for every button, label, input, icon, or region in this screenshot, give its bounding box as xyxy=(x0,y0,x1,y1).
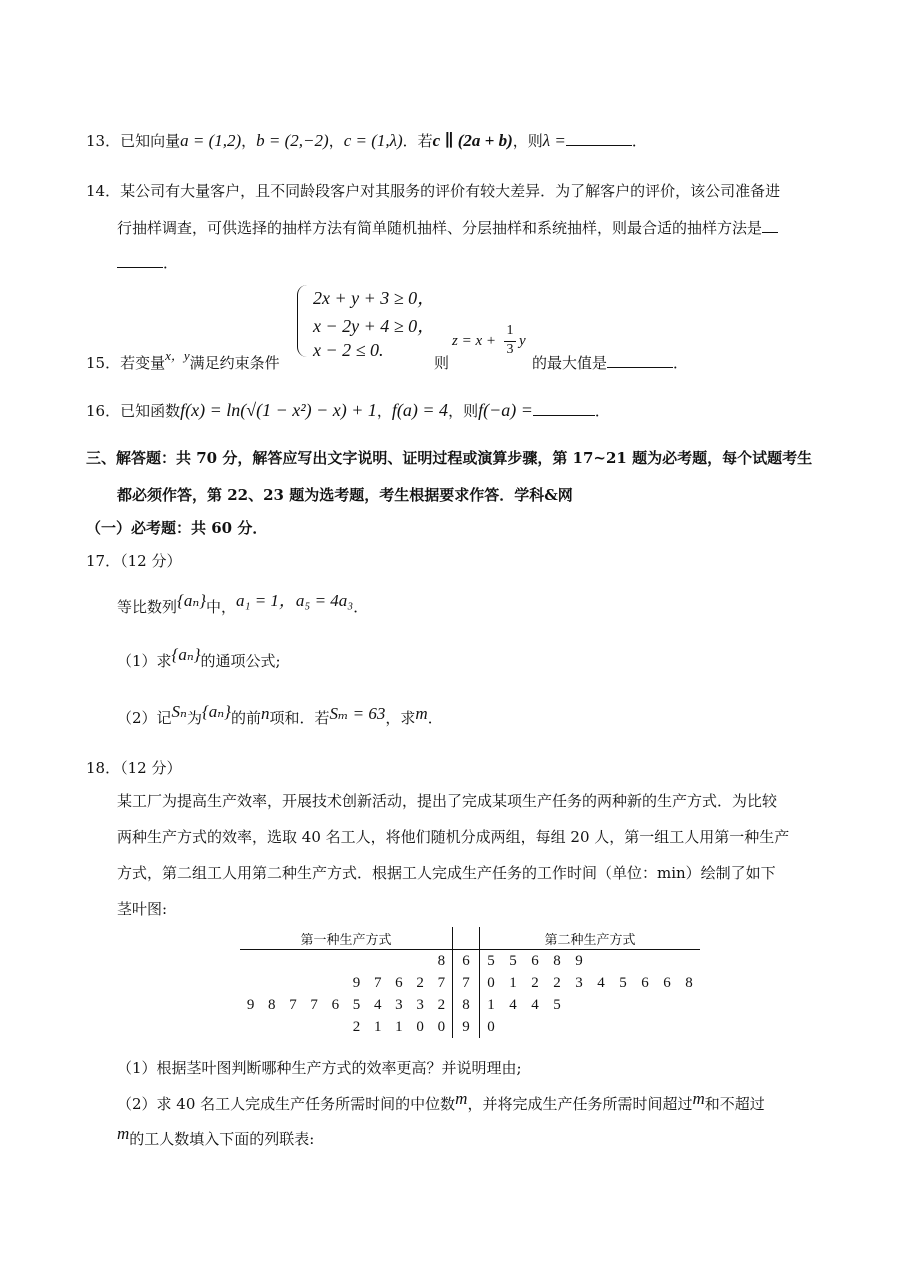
q16-answer-blank[interactable] xyxy=(533,401,595,416)
right-leaf xyxy=(634,1016,656,1038)
q17-part-2 xyxy=(117,702,443,728)
stem-leaf-row xyxy=(240,1016,700,1038)
q18-p2-text-a: （2）求 40 名工人完成生产任务所需时间的中位数 xyxy=(117,1095,456,1113)
q17-part-1 xyxy=(117,645,281,671)
right-leaf: 2 xyxy=(531,974,539,991)
left-leaf: 7 xyxy=(373,974,382,991)
q13 xyxy=(86,130,647,151)
q18-line-2: 两种生产方式的效率，选取 40 名工人，将他们随机分成两组，每组 20 人，第一组工人用第一种生产 xyxy=(117,828,790,846)
q16-end: ． xyxy=(594,402,610,420)
left-leaf xyxy=(388,950,409,973)
right-leaf xyxy=(678,1016,700,1038)
left-leaf: 0 xyxy=(416,1018,424,1035)
q14-line-2 xyxy=(117,217,778,238)
left-leaf: 9 xyxy=(352,974,361,991)
q17-p1-text-b: 的通项公式; xyxy=(200,652,281,670)
right-leaf xyxy=(590,994,612,1016)
right-leaf: 6 xyxy=(531,952,539,969)
left-leaf xyxy=(304,950,325,973)
left-leaf: 5 xyxy=(352,996,361,1013)
section3-line-2: 都必须作答，第 22、23 题为选考题，考生根据要求作答．学科&网 xyxy=(117,486,573,504)
right-leaf xyxy=(634,950,656,973)
right-leaf xyxy=(678,994,700,1016)
q18-part-1: （1）根据茎叶图判断哪种生产方式的效率更高？并说明理由; xyxy=(117,1059,522,1077)
left-leaf xyxy=(325,1016,346,1038)
q16 xyxy=(86,400,610,421)
stem-value: 7 xyxy=(453,972,480,994)
q15-constraint-1: 2x + y + 3 ≥ 0， xyxy=(313,288,436,308)
right-leaf xyxy=(568,994,590,1016)
right-leaf: 3 xyxy=(575,974,583,991)
left-leaf: 1 xyxy=(373,1018,382,1035)
left-leaf xyxy=(325,972,346,994)
right-leaf: 5 xyxy=(487,952,495,969)
q13-comma-1: ， xyxy=(241,132,257,150)
q17-seq: {aₙ} xyxy=(177,591,207,610)
stem-leaf-row xyxy=(240,972,700,994)
right-leaf xyxy=(568,1016,590,1038)
stem-leaf-header xyxy=(240,927,700,950)
right-leaf xyxy=(612,994,634,1016)
left-leaf: 8 xyxy=(268,996,276,1013)
q15-vars: x，y xyxy=(165,348,190,363)
left-leaf: 7 xyxy=(289,996,297,1013)
q18-p2-text-b: ，并将完成生产任务所需时间超过 xyxy=(467,1095,693,1113)
right-leaf: 8 xyxy=(553,952,561,969)
right-leaf: 5 xyxy=(553,996,561,1013)
stem-value: 8 xyxy=(453,994,480,1016)
left-leaf: 7 xyxy=(310,996,318,1013)
section3-subheading: （一）必考题：共 60 分． xyxy=(86,519,268,537)
q16-comma: ， xyxy=(376,402,392,420)
stem-value: 9 xyxy=(453,1016,480,1038)
right-leaf: 5 xyxy=(619,974,627,991)
q15-line xyxy=(86,348,280,373)
q14-number: 14． xyxy=(86,182,121,200)
q17-p1-text-a: （1）求 xyxy=(117,652,172,670)
q17-p2-text-d: 项和．若 xyxy=(269,709,330,727)
right-leaf xyxy=(612,950,634,973)
right-leaf: 4 xyxy=(531,996,539,1013)
q14-line-1 xyxy=(86,180,780,201)
left-leaf: 6 xyxy=(331,996,340,1013)
q15-end: ． xyxy=(673,354,689,372)
left-leaf xyxy=(261,1016,282,1038)
q15-answer-blank[interactable] xyxy=(607,353,673,368)
right-leaf: 2 xyxy=(553,974,561,991)
q15-objective: z = x + xyxy=(452,333,496,349)
q15-constraint-2: x − 2y + 4 ≥ 0， xyxy=(313,316,436,336)
left-leaf xyxy=(367,950,388,973)
q13-vector-b: b = (2,−2) xyxy=(256,131,329,150)
left-leaf: 2 xyxy=(437,996,446,1013)
q13-answer-blank[interactable] xyxy=(566,131,632,146)
q18-p2-m: m xyxy=(455,1089,468,1108)
q18-part-2-cont xyxy=(117,1124,315,1149)
q15-text-4: 的最大值是 xyxy=(532,354,608,372)
left-leaf: 6 xyxy=(395,974,403,991)
q17-p2-sn: Sₙ xyxy=(171,702,187,721)
right-leaf xyxy=(524,1016,546,1038)
q16-fa: f(a) = 4 xyxy=(391,400,449,420)
right-leaf xyxy=(590,1016,612,1038)
q13-comma-2: ， xyxy=(328,132,344,150)
q17-p2-text-c: 的前 xyxy=(230,709,261,727)
q15-text-2: 满足约束条件 xyxy=(189,354,280,372)
q17-p2-seq: {aₙ} xyxy=(201,702,231,721)
left-leaf xyxy=(261,950,282,973)
stem-leaf-row xyxy=(240,994,700,1016)
q18-line-3: 方式，第二组工人用第二种生产方式．根据工人完成生产任务的工作时间（单位：min）绘制了如下 xyxy=(117,864,776,882)
left-leaf xyxy=(240,950,261,973)
q16-text-1: 已知函数 xyxy=(120,402,181,420)
q15-number: 15． xyxy=(86,354,121,372)
q17-p2-m: m xyxy=(415,704,428,723)
q13-text-3: ，则 xyxy=(512,132,543,150)
q18-line-1: 某工厂为提高生产效率，开展技术创新活动，提出了完成某项生产任务的两种新的生产方式．为比较 xyxy=(117,792,778,810)
left-leaf: 3 xyxy=(416,996,424,1013)
left-leaf: 1 xyxy=(395,1018,403,1035)
q17-text-3: ． xyxy=(353,598,369,616)
q17-statement xyxy=(117,592,368,617)
q16-text-2: ，则 xyxy=(448,402,479,420)
left-leaf: 2 xyxy=(352,1018,361,1035)
left-leaf: 7 xyxy=(437,974,446,991)
right-leaf xyxy=(678,950,700,973)
left-leaf: 0 xyxy=(437,1018,446,1035)
q17-conditions: a₁ = 1，a₅ = 4a₃ xyxy=(236,591,354,610)
q17-text-2: 中， xyxy=(206,598,237,616)
q13-text-1: 已知向量 xyxy=(120,132,181,150)
q17-p1-seq: {aₙ} xyxy=(171,645,201,664)
right-leaf: 0 xyxy=(487,1018,495,1035)
right-leaf xyxy=(590,950,612,973)
right-leaf xyxy=(502,1016,524,1038)
q15-text-1: 若变量 xyxy=(120,354,166,372)
q13-end: ． xyxy=(631,132,647,150)
q13-vector-a: a = (1,2) xyxy=(180,131,242,150)
right-leaf: 5 xyxy=(509,952,517,969)
right-leaf xyxy=(612,1016,634,1038)
left-leaf xyxy=(325,950,346,973)
q17-p2-text-b: 为 xyxy=(186,709,202,727)
left-leaf: 9 xyxy=(246,996,255,1013)
left-leaf xyxy=(282,1016,303,1038)
q15-constraint-3: x − 2 ≤ 0. xyxy=(313,340,384,360)
q17-heading: 17．（12 分） xyxy=(86,552,182,570)
q18-p2-text-c: 和不超过 xyxy=(704,1095,765,1113)
q16-number: 16． xyxy=(86,402,121,420)
left-leaf xyxy=(261,972,282,994)
right-leaf: 6 xyxy=(663,974,671,991)
q16-f-neg-a: f(−a) = xyxy=(478,400,533,420)
right-leaf: 1 xyxy=(509,974,517,991)
stem-leaf-row xyxy=(240,950,700,973)
right-group-header: 第二种生产方式 xyxy=(544,932,636,948)
q15-brace xyxy=(297,285,308,357)
right-leaf: 1 xyxy=(487,996,495,1013)
q13-number: 13． xyxy=(86,132,121,150)
left-leaf: 3 xyxy=(395,996,403,1013)
q17-p2-n: n xyxy=(260,704,270,723)
q18-heading: 18．（12 分） xyxy=(86,759,182,777)
q18-p3-text: 的工人数填入下面的列联表: xyxy=(129,1130,315,1148)
left-leaf: 8 xyxy=(437,952,446,969)
right-leaf: 9 xyxy=(575,952,583,969)
q14-text-2: 行抽样调查，可供选择的抽样方法有简单随机抽样、分层抽样和系统抽样，则最合适的抽样方法是 xyxy=(117,219,763,237)
stem-header-cell xyxy=(453,927,480,950)
right-leaf: 4 xyxy=(597,974,605,991)
left-leaf xyxy=(282,972,303,994)
left-leaf xyxy=(282,950,303,973)
q13-lambda: λ = xyxy=(542,131,566,150)
right-leaf xyxy=(656,950,678,973)
q15-y: y xyxy=(519,333,526,349)
q18-line-4: 茎叶图: xyxy=(117,900,168,918)
right-leaf: 8 xyxy=(685,974,693,991)
left-leaf: 4 xyxy=(373,996,382,1013)
q17-p2-text-g: ． xyxy=(427,709,443,727)
q15-frac-den: 3 xyxy=(506,342,514,357)
q13-condition: c ∥ (2a + b) xyxy=(432,131,513,150)
q15-then: 则 xyxy=(434,354,450,372)
left-leaf: 2 xyxy=(416,974,424,991)
q17-p2-sm: Sₘ = 63 xyxy=(329,704,386,723)
q14-end: ． xyxy=(163,254,179,272)
q13-vector-c: c = (1,λ) xyxy=(343,131,403,150)
left-leaf xyxy=(346,950,367,973)
q14-answer-blank-b[interactable] xyxy=(117,253,163,268)
q14-answer-blank-a[interactable] xyxy=(762,218,778,233)
q13-text-2: ．若 xyxy=(402,132,433,150)
q15-tail xyxy=(532,352,688,373)
stem-leaf-plot xyxy=(240,927,700,1038)
q17-p2-text-f: ，求 xyxy=(385,709,416,727)
left-leaf xyxy=(304,1016,325,1038)
q18-p2-m2: m xyxy=(692,1089,705,1108)
stem-value: 6 xyxy=(453,950,480,973)
q18-part-2 xyxy=(117,1089,765,1114)
q17-p2-text-a: （2）记 xyxy=(117,709,172,727)
left-leaf xyxy=(240,1016,261,1038)
right-leaf: 4 xyxy=(509,996,517,1013)
left-group-header: 第一种生产方式 xyxy=(300,932,392,948)
left-leaf xyxy=(304,972,325,994)
section3-line-1: 三、解答题：共 70 分，解答应写出文字说明、证明过程或演算步骤，第 17~21 题为必考题，每个试题考生 xyxy=(86,449,813,467)
q14-line-3 xyxy=(117,252,178,273)
q14-text-1: 某公司有大量客户，且不同龄段客户对其服务的评价有较大差异．为了解客户的评价，该公司准备进 xyxy=(120,182,781,200)
q15-frac-num: 1 xyxy=(506,323,514,338)
left-leaf xyxy=(410,950,431,973)
right-leaf xyxy=(656,994,678,1016)
right-leaf: 6 xyxy=(641,974,649,991)
q18-p3-m: m xyxy=(117,1124,130,1143)
right-leaf xyxy=(546,1016,568,1038)
right-leaf: 0 xyxy=(487,974,495,991)
q17-text-1: 等比数列 xyxy=(117,598,178,616)
left-leaf xyxy=(240,972,261,994)
right-leaf xyxy=(656,1016,678,1038)
q16-function: f(x) = ln(√(1 − x²) − x) + 1 xyxy=(180,400,377,420)
right-leaf xyxy=(634,994,656,1016)
